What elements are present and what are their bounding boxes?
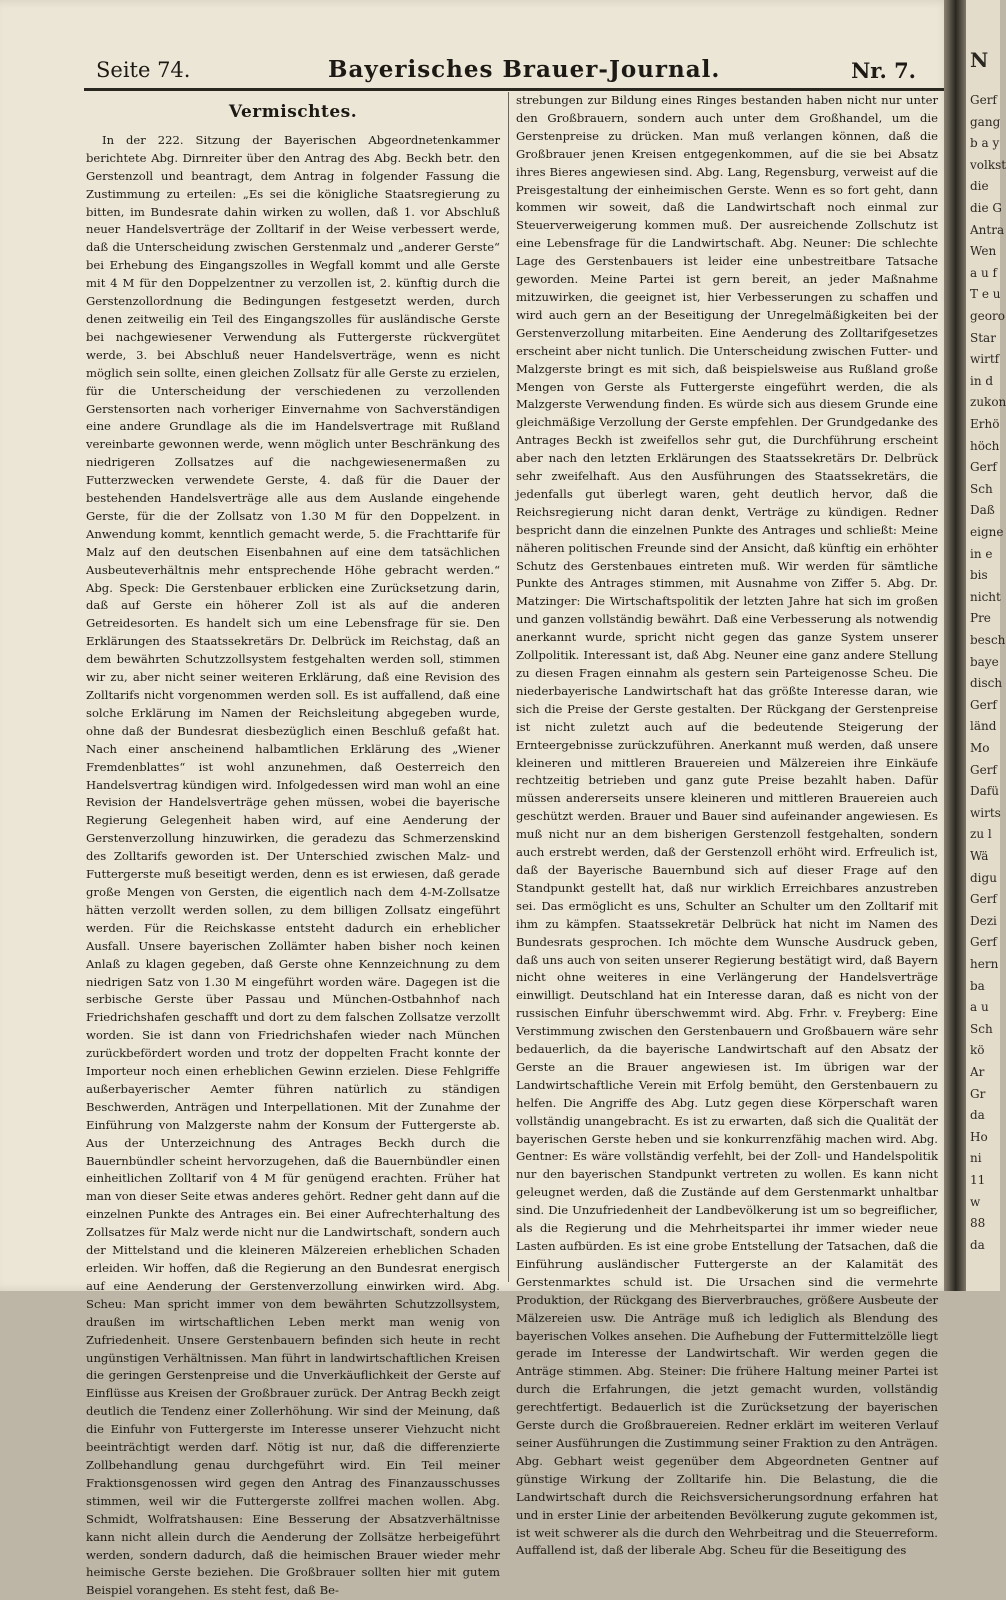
adjacent-page-fragment: Dezi — [970, 913, 997, 928]
section-title: Vermischtes. — [228, 102, 358, 122]
adjacent-page-fragment: a u — [970, 1000, 989, 1015]
adjacent-page-fragment: Gerf — [970, 892, 997, 907]
adjacent-page-fragment: bis — [970, 568, 988, 583]
adjacent-page-fragment: da — [970, 1108, 985, 1123]
page-header — [96, 58, 936, 92]
adjacent-page-fragment: ba — [970, 978, 985, 993]
adjacent-page-fragment: Daß — [970, 503, 995, 518]
adjacent-page-fragment: digu — [970, 870, 997, 885]
adjacent-page-fragment: Gerf — [970, 697, 997, 712]
issue-number: Nr. 7. — [851, 58, 916, 83]
adjacent-page-fragment: Ar — [970, 1065, 985, 1079]
adjacent-page-fragment: in d — [970, 373, 994, 388]
journal-title: Bayerisches Brauer-Journal. — [328, 56, 721, 83]
adjacent-page-fragment: wirts — [970, 805, 1001, 820]
adjacent-page-fragment: Ho — [970, 1129, 988, 1144]
adjacent-page-fragment: Gerf — [970, 935, 997, 950]
adjacent-page-fragment: nicht — [970, 589, 1001, 604]
adjacent-page-fragment: gang — [970, 114, 1001, 129]
adjacent-page-fragment: a u f — [970, 265, 997, 280]
adjacent-page-fragment: die — [970, 179, 989, 194]
adjacent-page-header-fragment: N — [970, 48, 989, 72]
left-column — [86, 102, 500, 1598]
article-text-right: strebungen zur Bildung eines Ringes bestanden haben nicht nur unter den Großbrauern, sondern auch unter dem Großhandel, um die Gerstenpreise zu drücken. Man muß verlangen können, daß die Großbrauer jenen Kreisen entgegenkommen, auf die sie bei Absatz ihres Bieres angewiesen sind. Abg. Lang, Regensburg, verweist auf die Preisgestaltung der einheimischen Gerste. Wenn es so fort geht, dann kommen wir soweit, daß die Landwirtschaft noch einmal zur Steuerverweigerung kommen muß. Der ausreichende Zollschutz ist eine Lebensfrage für die Landwirtschaft. Abg. Neuner: Die schlechte Lage des Gerstenbauers ist leider eine unbestreitbare Tatsache geworden. Meine Partei ist gern bereit, an jeder Maßnahme mitzuwirken, die geeignet ist, hier Verbesserungen zu schaffen und wird auch gern an der Beseitigung der Unregelmäßigkeiten bei der Gerstenverzollung mitarbeiten. Eine Aenderung des Zolltarifgesetzes erscheint aber nicht tunlich. Die Unterscheidung zwischen Futter- und Malzgerste bringt es mit sich, daß beispielsweise aus Rußland große Mengen von Gerste als Futtergerste eingeführt werden, die als Malzgerste Verwendung finden. Es würde sich aus diesem Grunde eine gleichmäßige Verzollung der Gerste empfehlen. Der Grundgedanke des Antrages Beckh ist zweifellos sehr gut, die Durchführung erscheint aber nach den letzten Erklärungen des Staatssekretärs Dr. Delbrück sehr zweifelhaft. Aus den Ausführungen des Staatssekretärs, die jedenfalls gut überlegt waren, geht deutlich hervor, daß die Reichsregierung nicht daran denkt, Verträge zu kündigen. Redner bespricht dann die einzelnen Punkte des Antrages und schließt: Meine näheren politischen Freunde sind der Ansicht, daß künftig ein erhöhter Schutz des Gerstenbaues eintreten muß. Wir werden für sämtliche Punkte des Antrages stimmen, mit Ausnahme von Ziffer 5. Abg. Dr. Matzinger: Die Wirtschaftspolitik der letzten Jahre hat sich im großen und ganzen vollständig bewährt. Daß eine Verbesserung als notwendig anerkannt wurde, spricht nicht gegen das ganze System unserer Zollpolitik. Interessant ist, daß Abg. Neuner eine ganz andere Stellung zu diesen Fragen einnahm als gestern sein Parteigenosse Scheu. Die niederbayerische Landwirtschaft hat das größte Interesse daran, wie sich die Preise der Gerste gestalten. Der Rückgang der Gerstenpreise ist nicht zuletzt auch auf die bedeutende Steigerung der Ernteergebnisse zurückzuführen. Anerkannt muß werden, daß unsere kleineren und mittleren Brauereien und Mälzereien ihre Einkäufe rechtzeitig betrieben und ganz gute Preise bezahlt haben. Dafür müssen andererseits unsere kleineren und mittleren Brauereien auch geschützt werden. Brauer und Bauer sind aufeinander angewiesen. Es muß nicht nur an dem bisherigen Gerstenzoll festgehalten, sondern auch erstrebt werden, daß der Gerstenzoll erhöht wird. Erfreulich ist, daß der Bayerische Bauernbund sich auf dieser Frage auf den Standpunkt gestellt hat, daß nur wirklich Erreichbares anzustreben sei. Das ermöglicht es uns, Schulter an Schulter um den Zolltarif mit ihm zu kämpfen. Staatssekretär Delbrück hat nicht im Namen des Bundesrats gesprochen. Ich möchte dem Wunsche Ausdruck geben, daß uns auch von seiten unserer Regierung bestätigt wird, daß Bayern nicht ohne weiteres in eine Verlängerung der Handelsverträge einwilligt. Deutschland hat ein Interesse daran, daß es nicht von der russischen Einfuhr überschwemmt wird. Abg. Frhr. v. Freyberg: Eine Verstimmung zwischen den Gerstenbauern und Großbauern wäre sehr bedauerlich, da die bayerische Landwirtschaft auf den Absatz der Gerste an die Brauer angewiesen ist. Im übrigen war der Landwirtschaftliche Verein mit Erfolg bemüht, den Gerstenbauern zu helfen. Die Angriffe des Abg. Lutz gegen diese Körperschaft waren vollständig unangebracht. Es ist zu erwarten, daß sich die Qualität der bayerischen Gerste heben und sie konkurrenzfähig machen wird. Abg. Gentner: Es wäre vollständig verfehlt, bei der Zoll- und Handelspolitik nur den bayerischen Standpunkt vertreten zu wollen. Es kann nicht geleugnet werden, daß die Zustände auf dem Gerstenmarkt unhaltbar sind. Die Unzufriedenheit der Landbevölkerung ist um so begreiflicher, als die Regierung und die Mehrheitspartei ihr immer wieder neue Lasten aufbürden. Es ist eine grobe Entstellung der Tatsachen, daß die Einführung ausländischer Futtergerste an der Kalamität des Gerstenmarktes schuld ist. Die Ursachen sind die vermehrte Produktion, der Rückgang des Bierverbrauches, größere Ausbeute der Mälzereien usw. Die Anträge muß ich lediglich als Blendung des bayerischen Volkes ansehen. Die Aufhebung der Futtermittelzölle liegt gerade im Interesse der Landwirtschaft. Wir werden gegen die Anträge stimmen. Abg. Steiner: Die frühere Haltung meiner Partei ist durch die Erfahrungen, die jetzt gemacht wurden, vollständig gerechtfertigt. Bedauerlich ist die Zurücksetzung der bayerischen Gerste durch die Großbrauereien. Redner erklärt im weiteren Verlauf seiner Ausführungen die Zustimmung seiner Fraktion zu den Anträgen. Abg. Gebhart weist gegenüber dem Abgeordneten Gentner auf günstige Wirkung der Zolltarife hin. Die Belastung, die die Landwirtschaft durch die Reichsversicherungsordnung erfahren hat und in erster Linie der arbeitenden Bevölkerung zugute gekommen ist, ist weit schwerer als die durch den Wehrbeitrag und die Steuerreform. Auffallend ist, daß der liberale Abg. Scheu für die Beseitigung des — [516, 93, 938, 1558]
column-divider — [508, 92, 509, 1282]
adjacent-page-fragment: Sch — [970, 1021, 993, 1036]
adjacent-page-fragment: zukon — [970, 395, 1006, 410]
adjacent-page-fragment: Wen — [970, 244, 997, 259]
adjacent-page-fragment: w — [970, 1194, 981, 1209]
adjacent-page-fragment: Star — [970, 330, 996, 345]
adjacent-page-fragment: die G — [970, 201, 1003, 215]
adjacent-page-fragment: Antra — [970, 222, 1005, 237]
adjacent-page-fragment: zu l — [970, 827, 992, 842]
adjacent-page-fragment: disch — [970, 676, 1003, 691]
adjacent-page-fragment: in e — [970, 546, 993, 561]
page-number: Seite 74. — [96, 58, 191, 82]
adjacent-page-edge — [966, 0, 1006, 1291]
adjacent-page-fragment: Dafü — [970, 784, 999, 799]
adjacent-page-fragment: Gerf — [970, 460, 997, 475]
adjacent-page-fragment: Gerf — [970, 93, 997, 107]
adjacent-page-fragment: 88 — [970, 1216, 986, 1231]
adjacent-page-fragment: Pre — [970, 611, 991, 626]
adjacent-page-fragment: länd — [970, 719, 997, 734]
adjacent-page-fragment: b a y — [970, 136, 1000, 151]
adjacent-page-fragment: baye — [970, 654, 999, 669]
adjacent-page-fragment: besch — [970, 633, 1006, 647]
adjacent-page-fragment: ni — [970, 1151, 982, 1166]
adjacent-page-fragment: Wä — [970, 849, 989, 863]
adjacent-page-fragment: 11 — [970, 1173, 986, 1187]
adjacent-page-fragment: eigne — [970, 525, 1004, 539]
adjacent-page-fragment: kö — [970, 1043, 985, 1058]
adjacent-page-fragment: Sch — [970, 481, 993, 496]
adjacent-page-fragment: georo — [970, 309, 1005, 323]
adjacent-page-fragment: hern — [970, 957, 999, 971]
adjacent-page-fragment: Gerf — [970, 762, 997, 777]
adjacent-page-fragment: T e u — [970, 287, 1001, 302]
adjacent-page-fragment: da — [970, 1237, 985, 1252]
adjacent-page-fragment: Erhö — [970, 417, 1000, 431]
header-rule — [84, 88, 944, 91]
adjacent-page-fragment: Mo — [970, 741, 990, 755]
right-column — [516, 92, 938, 1558]
adjacent-page-fragment: volkst — [970, 157, 1006, 172]
adjacent-page-fragment: Gr — [970, 1086, 986, 1101]
article-text-left: In der 222. Sitzung der Bayerischen Abgeordnetenkammer berichtete Abg. Dirnreiter über den Antrag des Abg. Beckh betr. den Gerstenzoll und beantragt, dem Antrag in folgender Fassung die Zustimmung zu erteilen: „Es sei die königliche Staatsregierung zu bitten, im Bundesrate dahin wirken zu wollen, daß 1. vor Abschluß neuer Handelsverträge der Zolltarif in der Weise verbessert werde, daß die Unterscheidung zwischen Gerstenmalz und „anderer Gerste“ bei Erhebung des Eingangszolles in Wegfall kommt und alle Gerste mit 4 M für den Doppelzentner zu verzollen ist, 2. künftig durch die Gerstenzollordnung die Bedingungen festgesetzt werden, durch denen zeitweilig ein Teil des Eingangszolles für ausländische Gerste bei nachgewiesener Verwendung als Futtergerste rückvergütet werde, 3. bei Abschluß neuer Handelsverträge, wenn es nicht möglich sein sollte, einen gleichen Zollsatz für alle Gerste zu erzielen, für die Unterscheidung der verschiedenen zu verzollenden Gerstensorten nach vorheriger Einvernahme von Sachverständigen eine andere Grundlage als die im Handelsvertrage mit Rußland vereinbarte gewonnen werde, wenn möglich unter Beschränkung des niedrigeren Zollsatzes auf die nachgewiesenermaßen zu Futterzwecken verwendete Gerste, 4. daß für die Dauer der bestehenden Handelsverträge alle aus dem Auslande eingehende Gerste, für die der Zollsatz von 1.30 M für den Doppelzent. in Anwendung kommt, kenntlich gemacht werde, 5. die Frachttarife für Malz auf den deutschen Eisenbahnen auf eine dem tatsächlichen Ausbeuteverhältnis mehr entsprechende Höhe gebracht werden.“ Abg. Speck: Die Gerstenbauer erblicken eine Zurücksetzung darin, daß auf Gerste ein höherer Zoll ist als auf die anderen Getreidesorten. Es handelt sich um eine Lebensfrage für sie. Den Erklärungen des Staatssekretärs Dr. Delbrück im Reichstag, daß an dem bewährten Schutzzollsystem festgehalten werden soll, stimmen wir zu, aber nicht seiner weiteren Erklärung, daß eine Revision des Zolltarifs nicht vorgenommen werden soll. Es ist auffallend, daß eine solche Erklärung im Namen der Reichsleitung abgegeben wurde, ohne daß der Bundesrat diesbezüglich einen Beschluß gefaßt hat. Nach einer anscheinend halbamtlichen Erklärung des „Wiener Fremdenblattes“ ist wohl anzunehmen, daß Oesterreich den Handelsvertrag kündigen wird. Infolgedessen wird man wohl an eine Revision der Handelsverträge gehen müssen, wobei die bayerische Regierung Gelegenheit haben wird, auf eine Aenderung der Gerstenverzollung hinzuwirken, die geradezu das Schmerzenskind des Zolltarifs geworden ist. Der Unterschied zwischen Malz- und Futtergerste muß beseitigt werden, denn es ist erwiesen, daß gerade große Mengen von Gersten, die eigentlich nach dem 4-M-Zollsatze hätten verzollt werden sollen, zu dem billigen Zollsatz eingeführt werden. Für die Reichskasse entsteht dadurch ein erheblicher Ausfall. Unsere bayerischen Zollämter haben bisher noch keinen Anlaß zu klagen gegeben, daß Gerste ohne Kennzeichnung zu dem niedrigen Satz von 1.30 M eingeführt worden wäre. Dagegen ist die serbische Gerste über Passau und München-Ostbahnhof nach Friedrichshafen geschafft und dort zu dem falschen Zollsatze verzollt worden. Sie ist dann von Friedrichshafen wieder nach München zurückbefördert worden und trotz der doppelten Fracht konnte der Importeur noch einen erheblichen Gewinn erzielen. Diese Fehlgriffe außerbayerischer Aemter führen natürlich zu ständigen Beschwerden, Anträgen und Interpellationen. Mit der Zunahme der Einführung von Malzgerste nahm der Konsum der Futtergerste ab. Aus der Unterzeichnung des Antrages Beckh durch die Bauernbündler scheint hervorzugehen, daß die Bauernbündler einen einheitlichen Zolltarif von 4 M für genügend erachten. Früher hat man von dieser Seite etwas anderes gehört. Redner geht dann auf die einzelnen Punkte des Antrages ein. Bei einer Aufrechterhaltung des Zollsatzes für Malz werde nicht nur die Landwirtschaft, sondern auch der Mittelstand und die kleineren Mälzereien erheblichen Schaden erleiden. Wir hoffen, daß die Regierung an den Bundesrat energisch auf eine Aenderung der Gerstenverzollung einwirken wird. Abg. Scheu: Man spricht immer von dem bewährten Schutzzollsystem, draußen im wirtschaftlichen Leben merkt man wenig von Zufriedenheit. Unsere Gerstenbauern befinden sich heute in recht ungünstigen Verhältnissen. Man führt in landwirtschaftlichen Kreisen die geringen Gerstenpreise und die Unverkäuflichkeit der Gerste auf Einflüsse aus Kreisen der Großbrauer zurück. Der Antrag Beckh zeigt deutlich die Tendenz einer Zollerhöhung. Wir sind der Meinung, daß die Einfuhr von Futtergerste im Interesse unserer Viehzucht nicht beeinträchtigt werden darf. Nötig ist nur, daß die differenzierte Zollbehandlung genau durchgeführt wird. Ein Teil meiner Fraktionsgenossen wird gegen den Antrag des Finanzausschusses stimmen, weil wir die Futtergerste zollfrei machen wollen. Abg. Schmidt, Wolfratshausen: Eine Besserung der Absatzverhältnisse kann nicht allein durch die Aenderung der Zollsätze herbeigeführt werden, sondern dadurch, daß die heimischen Brauer wieder mehr heimische Gerste beziehen. Die Großbrauer sollten hier mit gutem Beispiel vorangehen. Es steht fest, daß Be- — [86, 132, 500, 1598]
adjacent-page-fragment: wirtf — [970, 352, 1000, 367]
adjacent-page-fragment: höch — [970, 438, 1000, 453]
